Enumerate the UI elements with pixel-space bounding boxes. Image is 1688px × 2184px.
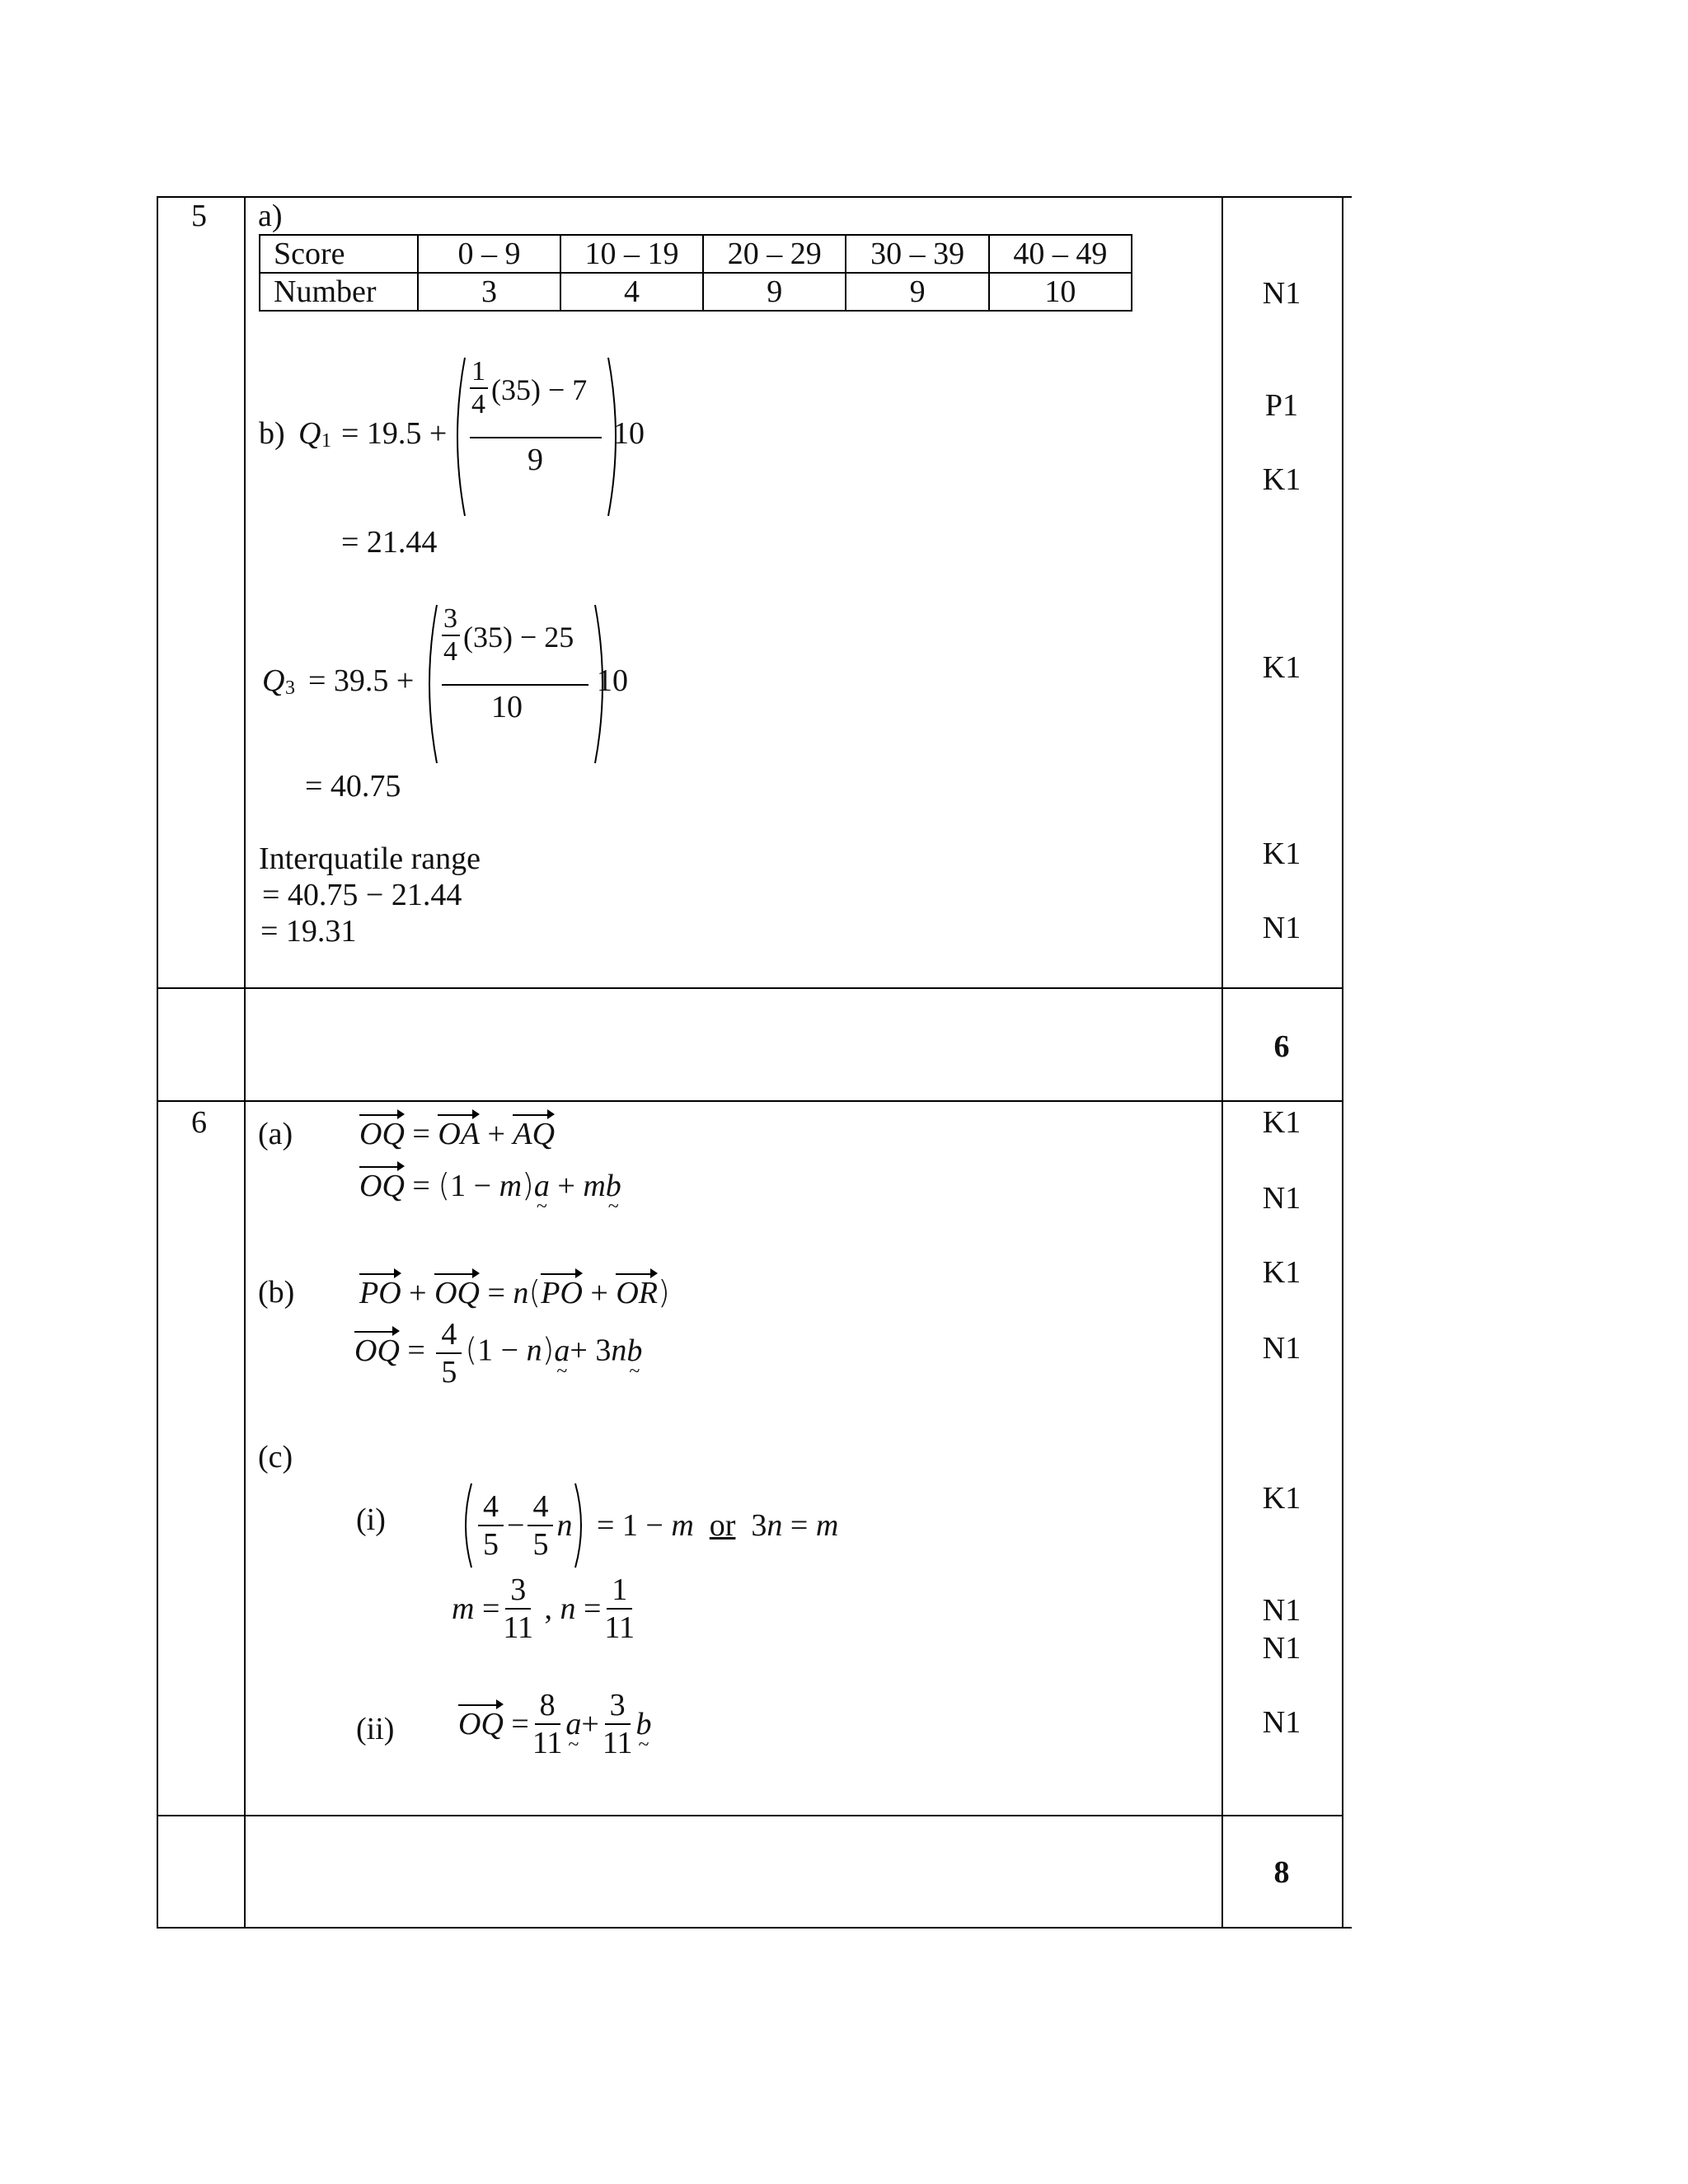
part-c-label: (c): [258, 1440, 293, 1474]
part-cii-label: (ii): [356, 1712, 395, 1746]
mark-n1: N1: [1262, 1631, 1301, 1666]
table-cell: Score: [260, 235, 418, 273]
q3-symbol: Q: [262, 663, 285, 698]
q1-numerator-rest: (35) − 7: [491, 373, 588, 406]
q1-frac-denominator: 4: [471, 389, 485, 419]
q1-multiplier: 10: [613, 416, 645, 451]
q3-left-paren: [420, 602, 440, 766]
mark-k1: K1: [1262, 462, 1301, 497]
score-table: [259, 234, 1132, 312]
mark-k1: K1: [1262, 837, 1301, 871]
q1-frac-numerator: 1: [471, 356, 485, 387]
q1-symbol: Q: [298, 416, 321, 451]
mark-n1: N1: [1262, 1705, 1301, 1740]
table-cell: 40 – 49: [989, 235, 1132, 273]
equation-ci-2: m = $\frac{3}{11}$ , n = $\frac{1}{11}$: [452, 1572, 635, 1645]
equation-cii: OQ = $\frac{8}{11}$ a ~ + $\frac{3}{11}$ b ~: [458, 1690, 651, 1759]
mark-n1: N1: [1262, 911, 1301, 945]
equation-ci-1: $\frac{4}{5}$ − $\frac{4}{5}$ n = 1 − m or 3n = m: [458, 1480, 838, 1571]
q1-denominator: 9: [528, 443, 543, 477]
mark-p1: P1: [1264, 388, 1299, 423]
table-border-left: [157, 196, 158, 1929]
table-cell: 9: [846, 273, 988, 311]
table-row: [260, 235, 1132, 273]
q3-frac-numerator: 3: [443, 603, 457, 634]
q3-multiplier: 10: [597, 663, 628, 698]
mark-k1: K1: [1262, 650, 1301, 685]
part-b-label: (b): [258, 1275, 295, 1310]
row-divider-2: [157, 1100, 1343, 1102]
iqr-line-1: = 40.75 − 21.44: [262, 878, 462, 912]
question-number-5: 5: [191, 199, 207, 233]
q3-constant: = 39.5 +: [308, 663, 415, 698]
part-a-label: a): [258, 199, 283, 233]
iqr-label: Interquatile range: [259, 841, 481, 876]
vector-eq-b1: PO + OQ = n(PO + OR): [359, 1274, 670, 1310]
q3-numerator-rest: (35) − 25: [463, 621, 574, 654]
q3-denominator: 10: [491, 690, 523, 724]
vector-eq-b2: OQ = $\frac{4}{5}$ (1 − n)a ~+ 3nb ~: [354, 1319, 642, 1388]
mark-n1: N1: [1262, 1593, 1301, 1628]
table-cell: 20 – 29: [703, 235, 846, 273]
table-border-bottom: [157, 1927, 1352, 1929]
table-border-col1: [244, 196, 246, 1929]
table-cell: 4: [560, 273, 703, 311]
q3-result: = 40.75: [305, 769, 401, 804]
table-cell: 30 – 39: [846, 235, 988, 273]
table-cell: 0 – 9: [418, 235, 560, 273]
part-b-label: b): [259, 416, 285, 451]
vector-eq-a2: OQ = (1 − m)a ~ + mb ~: [359, 1167, 621, 1204]
table-cell: 10 – 19: [560, 235, 703, 273]
row-divider-1: [157, 987, 1343, 989]
q3-frac-denominator: 4: [443, 636, 457, 667]
question-number-6: 6: [191, 1105, 207, 1140]
total-marks-q5: 6: [1273, 1029, 1290, 1064]
q3-fraction-bar: [442, 684, 588, 686]
mark-k1: K1: [1262, 1255, 1301, 1290]
q1-result: = 21.44: [341, 525, 438, 560]
part-a-label: (a): [258, 1117, 293, 1151]
mark-n1: N1: [1262, 1331, 1301, 1366]
mark-n1: N1: [1262, 276, 1301, 311]
mark-n1: N1: [1262, 1181, 1301, 1216]
vector-eq-a1: OQ = OA + AQ: [359, 1117, 556, 1151]
table-cell: 9: [703, 273, 846, 311]
total-marks-q6: 8: [1273, 1855, 1290, 1890]
table-cell: 3: [418, 273, 560, 311]
q1-left-paren: [448, 354, 468, 519]
q3-formula: [262, 602, 674, 766]
right-paren: [572, 1480, 588, 1571]
q3-subscript: 3: [285, 677, 295, 699]
table-row: [260, 273, 1132, 311]
q1-constant: = 19.5 +: [341, 416, 448, 451]
table-cell: 10: [989, 273, 1132, 311]
q1-subscript: 1: [321, 430, 331, 452]
table-cell: Number: [260, 273, 418, 311]
q1-formula: [259, 354, 671, 519]
part-ci-label: (i): [356, 1502, 386, 1537]
left-paren: [458, 1480, 475, 1571]
q1-fraction-bar: [470, 437, 602, 438]
table-border-top: [157, 196, 1352, 198]
row-divider-3: [157, 1815, 1343, 1816]
iqr-line-2: = 19.31: [260, 914, 357, 949]
mark-k1: K1: [1262, 1481, 1301, 1516]
mark-k1: K1: [1262, 1105, 1301, 1140]
